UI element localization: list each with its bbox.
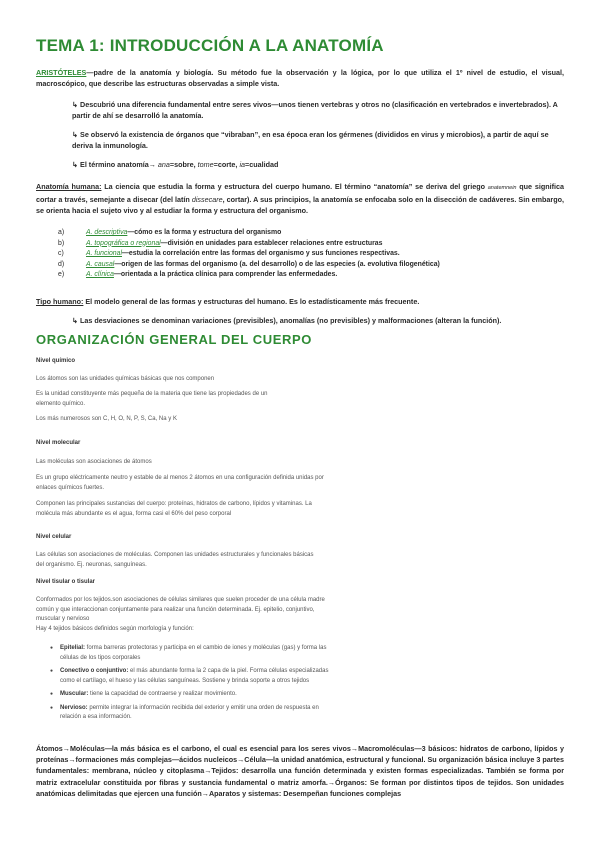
list-desc: —origen de las formas del organismo (a. del desarrollo) o de las especies (a. evolutiva filogenética) — [114, 260, 440, 268]
anatomia-humana-text: La ciencia que estudia la forma y estructura del cuerpo humano. El término “anatomía” se deriva del griego — [101, 182, 488, 191]
page-title: TEMA 1: INTRODUCCIÓN A LA ANATOMÍA — [36, 36, 384, 55]
list-letter: b) — [58, 239, 65, 247]
tipo-humano-paragraph — [36, 296, 564, 307]
anatomia-humana-text-2: que significa cortar a través, semejante a disecar (del latín — [36, 182, 564, 204]
aristoteles-bullet-3 — [72, 159, 564, 170]
organization-levels-figure — [36, 354, 332, 739]
nivel-molecular-heading: Nivel molecular — [36, 440, 81, 446]
nivel-tisular-heading: Nivel tisular o tisular — [36, 579, 96, 585]
nivel-celular-heading: Nivel celular — [36, 534, 72, 540]
list-item — [60, 667, 330, 686]
list-item — [60, 644, 330, 663]
tissue-desc: permite integrar la información recibida del exterior y emitir una orden de respuesta en relación a esa información. — [60, 704, 319, 720]
list-item — [58, 249, 578, 260]
quimico-text-3: Los más numerosos son C, H, O, N, P, S, Ca, Na y K — [36, 416, 177, 422]
list-item — [58, 239, 578, 250]
molecular-text-3: Componen las principales sustancias del cuerpo: proteínas, hidratos de carbono, lípidos y vitaminas. La molécula más abundante es el agua, forma casi el 60% del peso corporal — [36, 501, 312, 517]
etymology-cualidad: =cualidad — [245, 160, 279, 169]
list-term: A. topográfica o regional — [86, 239, 161, 247]
tissue-name: Muscular: — [60, 691, 89, 697]
tissue-name: Conectivo o conjuntivo: — [60, 668, 129, 674]
etymology-ana: ana — [157, 160, 170, 169]
list-term: A. causal — [86, 260, 115, 268]
tipo-humano-text: El modelo general de las formas y estructuras del humano. Es lo estadísticamente más frecuente. — [83, 297, 420, 306]
list-letter: d) — [58, 260, 65, 268]
tissue-desc: forma barreras protectoras y participa en el cambio de iones y moléculas (gas) y forma las células de los tipos corporales — [60, 645, 327, 661]
list-term: A. funcional — [86, 250, 123, 258]
list-desc: —división en unidades para establecer relaciones entre estructuras — [160, 239, 383, 247]
etymology-sobre: =sobre, — [169, 160, 198, 169]
list-item — [60, 690, 330, 700]
anatomia-humana-paragraph — [36, 181, 564, 216]
molecular-text-1: Las moléculas son asociaciones de átomos — [36, 459, 152, 465]
tissue-list — [48, 644, 330, 727]
list-item — [60, 704, 330, 723]
tipo-humano-label: Tipo humano: — [36, 297, 84, 306]
etymology-intro: ↳ El término anatomía→ — [72, 160, 158, 169]
section-title: ORGANIZACIÓN GENERAL DEL CUERPO — [36, 332, 312, 347]
greek-term: anatemnein — [487, 185, 517, 191]
nivel-quimico-heading: Nivel químico — [36, 358, 76, 364]
anatomy-types-list — [58, 228, 578, 281]
list-term: A. descriptiva — [86, 229, 128, 236]
molecular-text-2: Es un grupo eléctricamente neutro y estable de al menos 2 átomos en una configuración definida unidas por enlaces químicos fuertes. — [36, 475, 324, 491]
etymology-ia: ia — [239, 160, 246, 169]
aristoteles-label: ARISTÓTELES — [36, 68, 87, 77]
list-item — [58, 260, 578, 271]
summary-paragraph: Átomos→Moléculas—la más básica es el carbono, el cual es esencial para los seres vivos→Macromoléculas—3 básicos: hidratos de carbono, lípidos y proteínas→formaciones más complejas—ácidos nucleicos→Célula—la unidad anatómica, estructural y funcional. Su organización básica incluye 3 partes fundamentales: membrana, núcleo y citoplasma→Tejidos: desarrolla una función determinada y existen formas especializadas. También se forma por matriz extracelular constituida por fibras y sustancia fundamental o matriz amorfa.→Órganos: Se forman por distintos tipos de tejidos. Son unidades anatómicas delimitadas que ejercen una función→Aparatos y sistemas: Desempeñan funciones complejas — [36, 744, 564, 798]
list-letter: e) — [58, 271, 65, 279]
aristoteles-bullet-1: ↳ Descubrió una diferencia fundamental entre seres vivos—unos tienen vertebras y otros no (clasificación en vertebrados e invertebrados). A partir de ahí se desarrolló la anatomía. — [72, 100, 558, 120]
etymology-corte: =corte, — [213, 160, 240, 169]
list-letter: c) — [58, 250, 64, 258]
tissue-desc: el más abundante forma la 2 capa de la piel. Forma células especializadas como el cartílago, el hueso y las células sanguíneas. Sostiene y brinda soporte a otros tejidos — [60, 668, 329, 684]
quimico-text-1: Los átomos son las unidades químicas básicas que nos componen — [36, 376, 215, 382]
aristoteles-text: —padre de la anatomía y biología. Su método fue la observación y la lógica, por lo que utiliza el 1º nivel de estudio, el visual, macroscópico, que describe las estructuras observadas a simple vista. — [36, 68, 564, 88]
aristoteles-bullet-2: ↳ Se observó la existencia de órganos que “vibraban”, en esa época eran los gérmenes (divididos en virus y microbios), a partir de aquí se deriva la inmunología. — [72, 130, 549, 150]
list-desc: —cómo es la forma y estructura del organismo — [127, 229, 282, 236]
anatomia-humana-text-3: , cortar). A sus principios, la anatomía se enfocaba solo en la disección de cadáveres. Sin embargo, se orienta hacia el sujeto vivo y al estudiar la forma y estructura del organismo. — [36, 195, 565, 215]
quimico-text-2: Es la unidad constituyente más pequeña de la materia que tiene las propiedades de un elemento químico. — [36, 391, 268, 407]
list-term: A. clínica — [86, 271, 114, 279]
tipo-humano-bullet: ↳ Las desviaciones se denominan variaciones (previsibles), anomalías (no previsibles) y malformaciones (alteran la función). — [72, 316, 502, 325]
aristoteles-paragraph — [36, 67, 564, 89]
anatomia-humana-label: Anatomía humana: — [36, 182, 102, 191]
list-item — [58, 270, 578, 281]
list-letter: a) — [58, 229, 65, 236]
tissue-name: Nervioso: — [60, 704, 88, 711]
latin-term: dissecare — [191, 195, 223, 204]
tissue-desc: tiene la capacidad de contraerse y realizar movimiento. — [88, 691, 237, 697]
tisular-text-1: Conformados por los tejidos.son asociaciones de células similares que suelen proceder de una célula madre común y que interaccionan conjuntamente para realizar una función determinada. Ej. epitelio, conjuntivo, muscular y nervioso — [36, 597, 325, 622]
list-desc: —estudia la correlación entre las formas del organismo y sus funciones respectivas. — [122, 250, 400, 258]
list-item — [58, 228, 578, 239]
tissue-name: Epitelial: — [60, 645, 86, 651]
tisular-text-2: Hay 4 tejidos básicos definidos según morfología y función: — [36, 626, 194, 632]
etymology-tome: tome — [197, 160, 214, 169]
celular-text-1: Las células son asociaciones de moléculas. Componen las unidades estructurales y funcionales básicas del organismo. Ej. neuronas, sanguíneas. — [36, 552, 314, 568]
list-desc: —orientada a la práctica clínica para comprender las enfermedades. — [113, 271, 338, 279]
